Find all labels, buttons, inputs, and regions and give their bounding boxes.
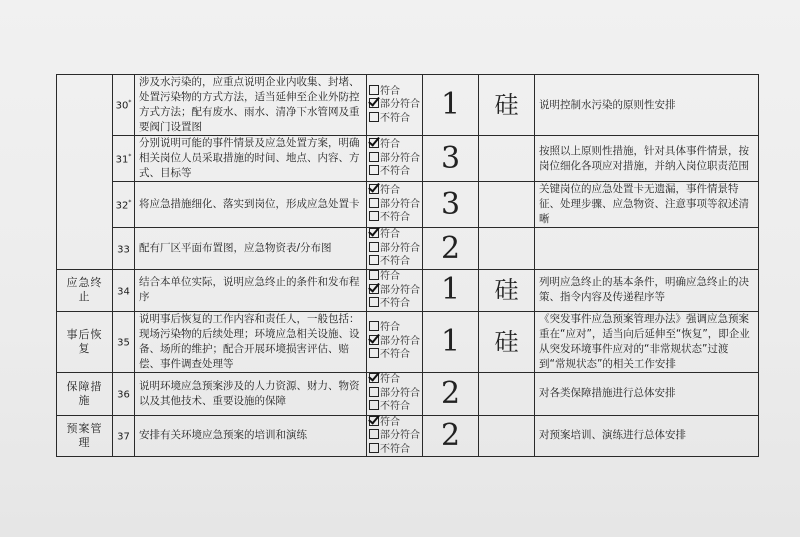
checkbox-icon[interactable] <box>369 335 379 345</box>
checkbox-icon[interactable] <box>369 98 379 108</box>
note-text <box>535 228 759 270</box>
score-cell: 3 <box>423 182 479 228</box>
checkbox-icon[interactable] <box>369 165 379 175</box>
option-group: 符合 部分符合 不符合 <box>367 228 423 270</box>
note-text: 对预案培训、演练进行总体安排 <box>535 415 759 457</box>
item-number: 34 <box>113 270 135 312</box>
score-cell: 3 <box>423 136 479 182</box>
category-cell: 应急终止 <box>57 270 113 312</box>
note-text: 按照以上原则性措施，针对具体事件情景，按岗位细化各项应对措施，并纳入岗位职责范围 <box>535 136 759 182</box>
checkbox-icon[interactable] <box>369 211 379 221</box>
checkbox-icon[interactable] <box>369 85 379 95</box>
option-group: 符合 部分符合 不符合 <box>367 136 423 182</box>
table-row <box>57 228 759 270</box>
assessment-table <box>56 74 759 457</box>
checkbox-icon[interactable] <box>369 400 379 410</box>
note-text: 《突发事件应急预案管理办法》强调应急预案重在“应对”，适当向后延伸至“恢复”，即企业从突发环境事件应对的“非常规状态”过渡到“常规状态”的相关工作安排 <box>535 311 759 372</box>
table-row <box>57 182 759 228</box>
signature-cell <box>479 228 535 270</box>
checkbox-icon[interactable] <box>369 228 379 238</box>
score-cell: 2 <box>423 228 479 270</box>
option-group: 符合 部分符合 不符合 <box>367 75 423 136</box>
checkbox-icon[interactable] <box>369 387 379 397</box>
item-number: 35 <box>113 311 135 372</box>
score-cell: 1 <box>423 75 479 136</box>
checkbox-icon[interactable] <box>369 348 379 358</box>
checkbox-icon[interactable] <box>369 443 379 453</box>
item-number: 36 <box>113 372 135 415</box>
option-group: 符合 部分符合 不符合 <box>367 270 423 312</box>
checkbox-icon[interactable] <box>369 138 379 148</box>
signature-cell <box>479 182 535 228</box>
checkbox-icon[interactable] <box>369 284 379 294</box>
requirement-text: 涉及水污染的，应重点说明企业内收集、封堵、处置污染物的方式方法，适当延伸至企业外防控方式方法；配有废水、雨水、清净下水管网及重要阀门设置图 <box>135 75 367 136</box>
note-text: 说明控制水污染的原则性安排 <box>535 75 759 136</box>
table-row <box>57 372 759 415</box>
signature-cell: 硅 <box>479 311 535 372</box>
item-number: 32* <box>113 182 135 228</box>
checkbox-icon[interactable] <box>369 112 379 122</box>
requirement-text: 结合本单位实际，说明应急终止的条件和发布程序 <box>135 270 367 312</box>
signature-cell: 硅 <box>479 75 535 136</box>
note-text: 关键岗位的应急处置卡无遗漏，事件情景特征、处理步骤、应急物资、注意事项等叙述清晰 <box>535 182 759 228</box>
signature-cell: 硅 <box>479 270 535 312</box>
score-cell: 2 <box>423 372 479 415</box>
checkbox-icon[interactable] <box>369 297 379 307</box>
score-cell: 1 <box>423 270 479 312</box>
category-cell: 保障措施 <box>57 372 113 415</box>
checkbox-icon[interactable] <box>369 255 379 265</box>
item-number: 37 <box>113 415 135 457</box>
item-number: 30* <box>113 75 135 136</box>
score-cell: 2 <box>423 415 479 457</box>
checkbox-icon[interactable] <box>369 321 379 331</box>
item-number: 33 <box>113 228 135 270</box>
requirement-text: 说明事后恢复的工作内容和责任人，一般包括：现场污染物的后续处理；环境应急相关设施、设备、场所的维护；配合开展环境损害评估、赔偿、事件调查处理等 <box>135 311 367 372</box>
checkbox-icon[interactable] <box>369 429 379 439</box>
checkbox-icon[interactable] <box>369 184 379 194</box>
option-group: 符合 部分符合 不符合 <box>367 311 423 372</box>
signature-cell <box>479 136 535 182</box>
option-group: 符合 部分符合 不符合 <box>367 372 423 415</box>
checkbox-icon[interactable] <box>369 373 379 383</box>
requirement-text: 说明环境应急预案涉及的人力资源、财力、物资以及其他技术、重要设施的保障 <box>135 372 367 415</box>
category-cell: 预案管理 <box>57 415 113 457</box>
table-row <box>57 311 759 372</box>
checkbox-icon[interactable] <box>369 152 379 162</box>
score-cell: 1 <box>423 311 479 372</box>
note-text: 列明应急终止的基本条件，明确应急终止的决策、指令内容及传递程序等 <box>535 270 759 312</box>
table-row <box>57 270 759 312</box>
table-row <box>57 415 759 457</box>
item-number: 31* <box>113 136 135 182</box>
option-group: 符合 部分符合 不符合 <box>367 415 423 457</box>
checkbox-icon[interactable] <box>369 198 379 208</box>
requirement-text: 配有厂区平面布置图，应急物资表/分布图 <box>135 228 367 270</box>
option-group: 符合 部分符合 不符合 <box>367 182 423 228</box>
category-cell <box>57 75 113 270</box>
signature-cell <box>479 372 535 415</box>
requirement-text: 将应急措施细化、落实到岗位，形成应急处置卡 <box>135 182 367 228</box>
checkbox-icon[interactable] <box>369 416 379 426</box>
requirement-text: 安排有关环境应急预案的培训和演练 <box>135 415 367 457</box>
table-row <box>57 136 759 182</box>
table-row <box>57 75 759 136</box>
category-cell: 事后恢复 <box>57 311 113 372</box>
checkbox-icon[interactable] <box>369 270 379 280</box>
note-text: 对各类保障措施进行总体安排 <box>535 372 759 415</box>
signature-cell <box>479 415 535 457</box>
checkbox-icon[interactable] <box>369 242 379 252</box>
requirement-text: 分别说明可能的事件情景及应急处置方案，明确相关岗位人员采取措施的时间、地点、内容、方式、目标等 <box>135 136 367 182</box>
